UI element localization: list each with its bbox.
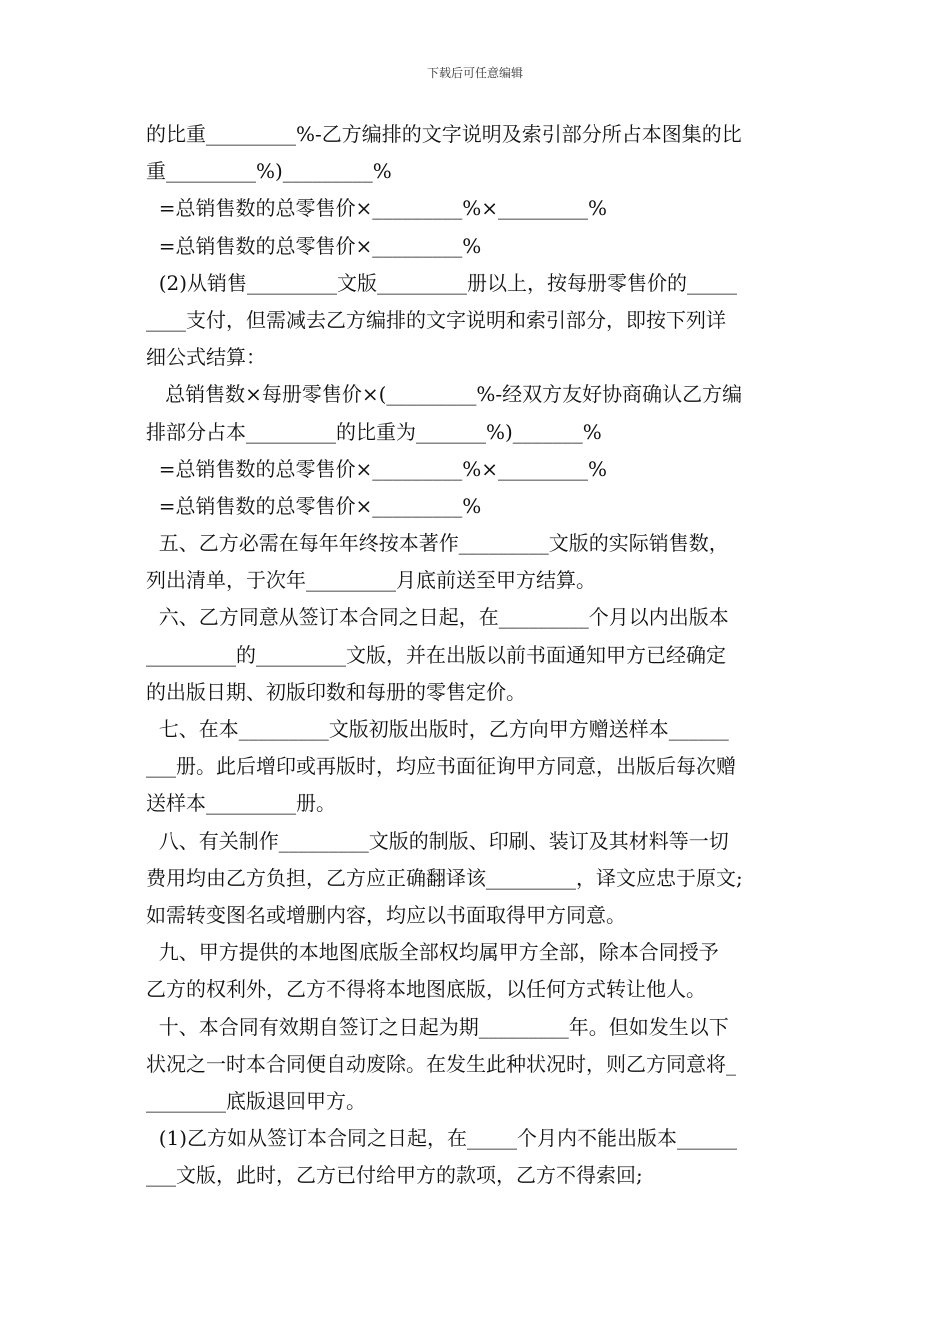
text-line: 五、乙方必需在每年年终按本著作_________文版的实际销售数， — [146, 531, 729, 556]
contract-body — [146, 116, 810, 1194]
text-line: 六、乙方同意从签订本合同之日起，在_________个月以内出版本 — [146, 605, 729, 630]
text-line: 细公式结算： — [146, 345, 266, 370]
text-line: 九、甲方提供的本地图底版全部权均属甲方全部，除本合同授予 — [146, 940, 719, 965]
text-line: 八、有关制作_________文版的制版、印刷、装订及其材料等一切 — [146, 828, 729, 853]
page-header: 下载后可任意编辑 — [426, 66, 523, 80]
text-line: 列出清单，于次年_________月底前送至甲方结算。 — [146, 568, 596, 593]
text-line: _________的_________文版，并在出版以前书面通知甲方已经确定 — [146, 642, 726, 667]
text-line: 十、本合同有效期自签订之日起为期_________年。但如发生以下 — [146, 1014, 729, 1039]
text-line: 状况之一时本合同便自动废除。在发生此种状况时，则乙方同意将_ — [146, 1051, 736, 1076]
text-line: ________底版退回甲方。 — [146, 1088, 366, 1113]
text-line: 的比重_________%-乙方编排的文字说明及索引部分所占本图集的比 — [146, 122, 742, 146]
text-line: =总销售数的总零售价×_________% — [146, 233, 482, 258]
text-line: =总销售数的总零售价×_________%×_________% — [146, 196, 607, 221]
text-line: (1)乙方如从签订本合同之日起，在_____个月内不能出版本______ — [146, 1126, 738, 1151]
text-line: =总销售数的总零售价×_________% — [146, 493, 482, 518]
text-line: 总销售数×每册零售价×(_________%-经双方友好协商确认乙方编 — [146, 382, 743, 407]
text-line: 重_________%)_________% — [146, 159, 392, 184]
text-line: 的出版日期、初版印数和每册的零售定价。 — [146, 679, 526, 704]
text-line: 如需转变图名或增删内容，均应以书面取得甲方同意。 — [146, 902, 626, 927]
text-line: 七、在本_________文版初版出版时，乙方向甲方赠送样本______ — [146, 717, 729, 741]
text-line: 费用均由乙方负担，乙方应正确翻译该_________，译文应忠于原文; — [146, 865, 743, 890]
text-line: =总销售数的总零售价×_________%×_________% — [146, 456, 607, 481]
text-line: ___册。此后增印或再版时，均应书面征询甲方同意，出版后每次赠 — [146, 754, 736, 779]
text-line: 排部分占本_________的比重为_______%)_______% — [146, 419, 602, 444]
text-line: ___文版，此时，乙方已付给甲方的款项，乙方不得索回; — [146, 1163, 643, 1188]
text-line: 乙方的权利外，乙方不得将本地图底版，以任何方式转让他人。 — [146, 977, 706, 1002]
text-line: (2)从销售_________文版_________册以上，按每册零售价的_____ — [146, 270, 738, 295]
text-line: 送样本_________册。 — [146, 791, 336, 816]
text-line: ____支付，但需减去乙方编排的文字说明和索引部分，即按下列详 — [146, 307, 726, 332]
